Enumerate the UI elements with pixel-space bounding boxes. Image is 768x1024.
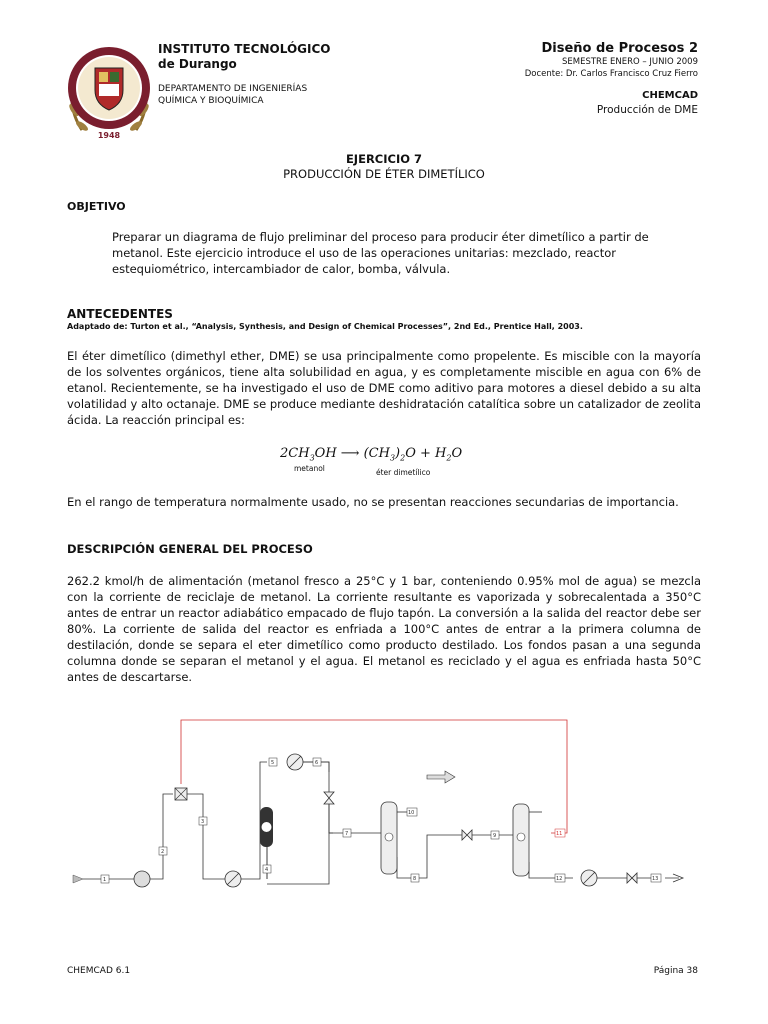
institute-line-2: de Durango: [158, 57, 237, 71]
semester: SEMESTRE ENERO – JUNIO 2009: [561, 57, 698, 67]
exercise-title: PRODUCCIÓN DE ÉTER DIMETÍLICO: [283, 167, 485, 181]
seal-year: 1948: [97, 131, 121, 140]
stream-2-label: 2: [161, 849, 165, 855]
objective-text: Preparar un diagrama de flujo preliminar del proceso para producir éter dimetílico a partir de metanol. Este ejercicio introduce el uso de las operaciones unitarias: mezclado, reactor estequiométrico, intercambiador de calor, bomba, válvula.: [112, 230, 649, 276]
stream-12-label: 12: [556, 876, 563, 882]
process-flow-diagram: [67, 712, 701, 908]
footer-left: CHEMCAD 6.1: [67, 966, 131, 976]
stream-13-label: 13: [652, 876, 659, 882]
process-heading: DESCRIPCIÓN GENERAL DEL PROCESO: [67, 542, 313, 556]
institute-seal-logo: [62, 38, 156, 146]
stream-6-label: 6: [315, 760, 319, 766]
stream-10-label: 10: [408, 810, 415, 816]
department: [158, 83, 307, 107]
background-heading: ANTECEDENTES: [67, 307, 173, 321]
footer-page: Página 38: [653, 966, 698, 976]
background-note: En el rango de temperatura normalmente usado, no se presentan reacciones secundarias de importancia.: [67, 495, 679, 509]
stream-11-label: 11: [556, 831, 563, 837]
stream-8-label: 8: [413, 876, 417, 882]
reaction-equation: $2CH_3OH$ ⟶ $(CH_3)_2O + H_2O$ metanol éter dimetílico: [280, 446, 463, 477]
stream-4-label: 4: [265, 867, 269, 873]
label-metanol: metanol: [294, 464, 325, 473]
stream-1-label: 1: [103, 877, 107, 883]
institute-name: [158, 42, 330, 72]
objective-heading: OBJETIVO: [67, 200, 126, 213]
course-title: Diseño de Procesos 2: [541, 41, 698, 56]
software-name: CHEMCAD: [642, 90, 698, 101]
pump-icon: [134, 871, 150, 887]
stream-5-label: 5: [271, 760, 275, 766]
stream-7-label: 7: [345, 831, 349, 837]
background-paragraph: El éter dimetílico (dimethyl ether, DME) se usa principalmente como propelente. Es miscible con la mayoría de los solventes orgánicos, tiene alta solubilidad en agua, y es completamente miscible en agua con 6% de etanol. Recientemente, se ha investigado el uso de DME como aditivo para motores a diesel debido a su alta volatilidad y alto octanaje. DME se produce mediante deshidratación catalítica sobre un catalizador de zeolita ácida. La reacción principal es:: [67, 349, 701, 427]
process-paragraph: 262.2 kmol/h de alimentación (metanol fresco a 25°C y 1 bar, conteniendo 0.95% mol de agua) se mezcla con la corriente de reciclaje de metanol. La corriente resultante es vaporizada y sobrecalentada a 350°C antes de entrar un reactor adiabático empacado de flujo tapón. La conversión a la salida del reactor debe ser 80%. La corriente de salida del reactor es enfriada a 100°C antes de entrar a la primera columna de destilación, donde se separa el eter dimetílico como producto destilado. Los fondos pasan a una segunda columna donde se separan el metanol y el agua. El metanol es reciclado y el agua es enfriada hasta 50°C antes de descartarse.: [67, 574, 701, 684]
institute-line-1: INSTITUTO TECNOLÓGICO: [158, 42, 331, 56]
teacher: Docente: Dr. Carlos Francisco Cruz Fierro: [524, 69, 698, 79]
dept-line-1: DEPARTAMENTO DE INGENIERÍAS: [158, 84, 308, 94]
label-dme: éter dimetílico: [376, 468, 431, 477]
stream-3-label: 3: [201, 819, 205, 825]
topic: Producción de DME: [596, 104, 698, 116]
exercise-number: EJERCICIO 7: [345, 152, 423, 166]
dept-line-2: QUÍMICA Y BIOQUÍMICA: [158, 96, 264, 106]
background-source: Adaptado de: Turton et al., “Analysis, Synthesis, and Design of Chemical Processes”, 2nd Ed., Prentice Hall, 2003.: [67, 322, 583, 331]
stream-9-label: 9: [493, 833, 497, 839]
